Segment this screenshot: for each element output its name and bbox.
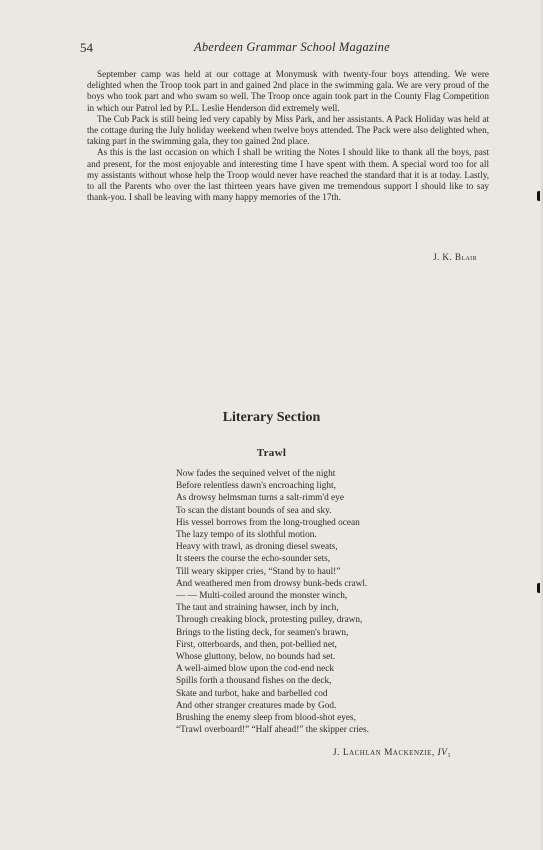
poem-line: Heavy with trawl, as droning diesel sweats,: [176, 542, 338, 553]
poem-line: “Trawl overboard!” “Half ahead!” the skipper cries.: [176, 725, 369, 736]
author-name: J. Lachlan Mackenzie,: [333, 748, 435, 758]
poem-line: Skate and turbot, hake and barbelled cod: [176, 688, 328, 699]
poem-line: Till weary skipper cries, “Stand by to haul!”: [176, 566, 341, 577]
notes-paragraph: The Cub Pack is still being led very capably by Miss Park, and her assistants. A Pack Holiday was held at the cottage during the July holiday weekend when twelve boys attended. The Pack were also delighted when, taking part in the swimming gala, they too gained 2nd place.: [87, 113, 489, 147]
poem-line: Brushing the enemy sleep from blood-shot eyes,: [176, 713, 356, 724]
poem-line: As drowsy helmsman turns a salt-rimm'd eye: [176, 493, 344, 504]
poem-line: A well-aimed blow upon the cod-end neck: [176, 664, 335, 675]
section-title: Literary Section: [222, 410, 321, 425]
poem-line: His vessel borrows from the long-troughed ocean: [176, 517, 360, 528]
author-form: IV: [437, 748, 448, 758]
poem-line: The taut and straining hawser, inch by inch,: [176, 603, 339, 614]
page-number: 54: [80, 40, 93, 55]
poem-line: It steers the course the echo-sounder sets,: [176, 554, 331, 565]
poem-line: Spills forth a thousand fishes on the deck,: [176, 676, 332, 687]
poem-body: [176, 468, 476, 736]
poem-line: Before relentless dawn's encroaching light,: [176, 481, 336, 492]
poem-line: — — Multi-coiled around the monster winch,: [176, 591, 348, 602]
notes-paragraph: September camp was held at our cottage at Monymusk with twenty-four boys attending. We were delighted when the Troop took part in and gained 2nd place in the swimming gala. We are very proud of the boys who took part and who swam so well. The Troop once again took part in the County Flag Competition in which our Patrol led by P.L. Leslie Henderson did extremely well.: [87, 69, 489, 113]
author-form-sub: 1: [447, 753, 451, 759]
poem-line: And other stranger creatures made by God.: [176, 700, 337, 711]
poem-line: The lazy tempo of its slothful motion.: [176, 530, 317, 541]
poem-line: Now fades the sequined velvet of the night: [176, 469, 336, 479]
poem-line: Whose gluttony, below, no bounds had set.: [176, 652, 336, 663]
notes-signature: J. K. Blair: [433, 252, 477, 262]
poem-line: Through creaking block, protesting pulley, drawn,: [176, 615, 363, 626]
running-title: Aberdeen Grammar School Magazine: [194, 40, 390, 54]
poem-title: Trawl: [256, 447, 287, 459]
poem-line: And weathered men from drowsy bunk-beds crawl.: [176, 578, 368, 589]
poem-line: Brings to the listing deck, for seamen's brawn,: [176, 627, 349, 638]
scout-notes: [87, 69, 489, 262]
notes-paragraph: As this is the last occasion on which I shall be writing the Notes I should like to thank all the boys, past and present, for the most enjoyable and interesting time I have spent with them. A special word too for all my assistants without whose help the Troop would never have reached the standard that it is at today. Lastly, to all the Parents who over the last thirteen years have given me tremendous support I should like to say thank-you. I shall be leaving with many happy memories of the 17th.: [87, 147, 489, 203]
poem-line: First, otterboards, and then, pot-bellied net,: [176, 639, 337, 650]
poem-author: [333, 748, 451, 759]
page-header: [80, 40, 480, 58]
poem-line: To scan the distant bounds of sea and sky.: [176, 505, 332, 516]
